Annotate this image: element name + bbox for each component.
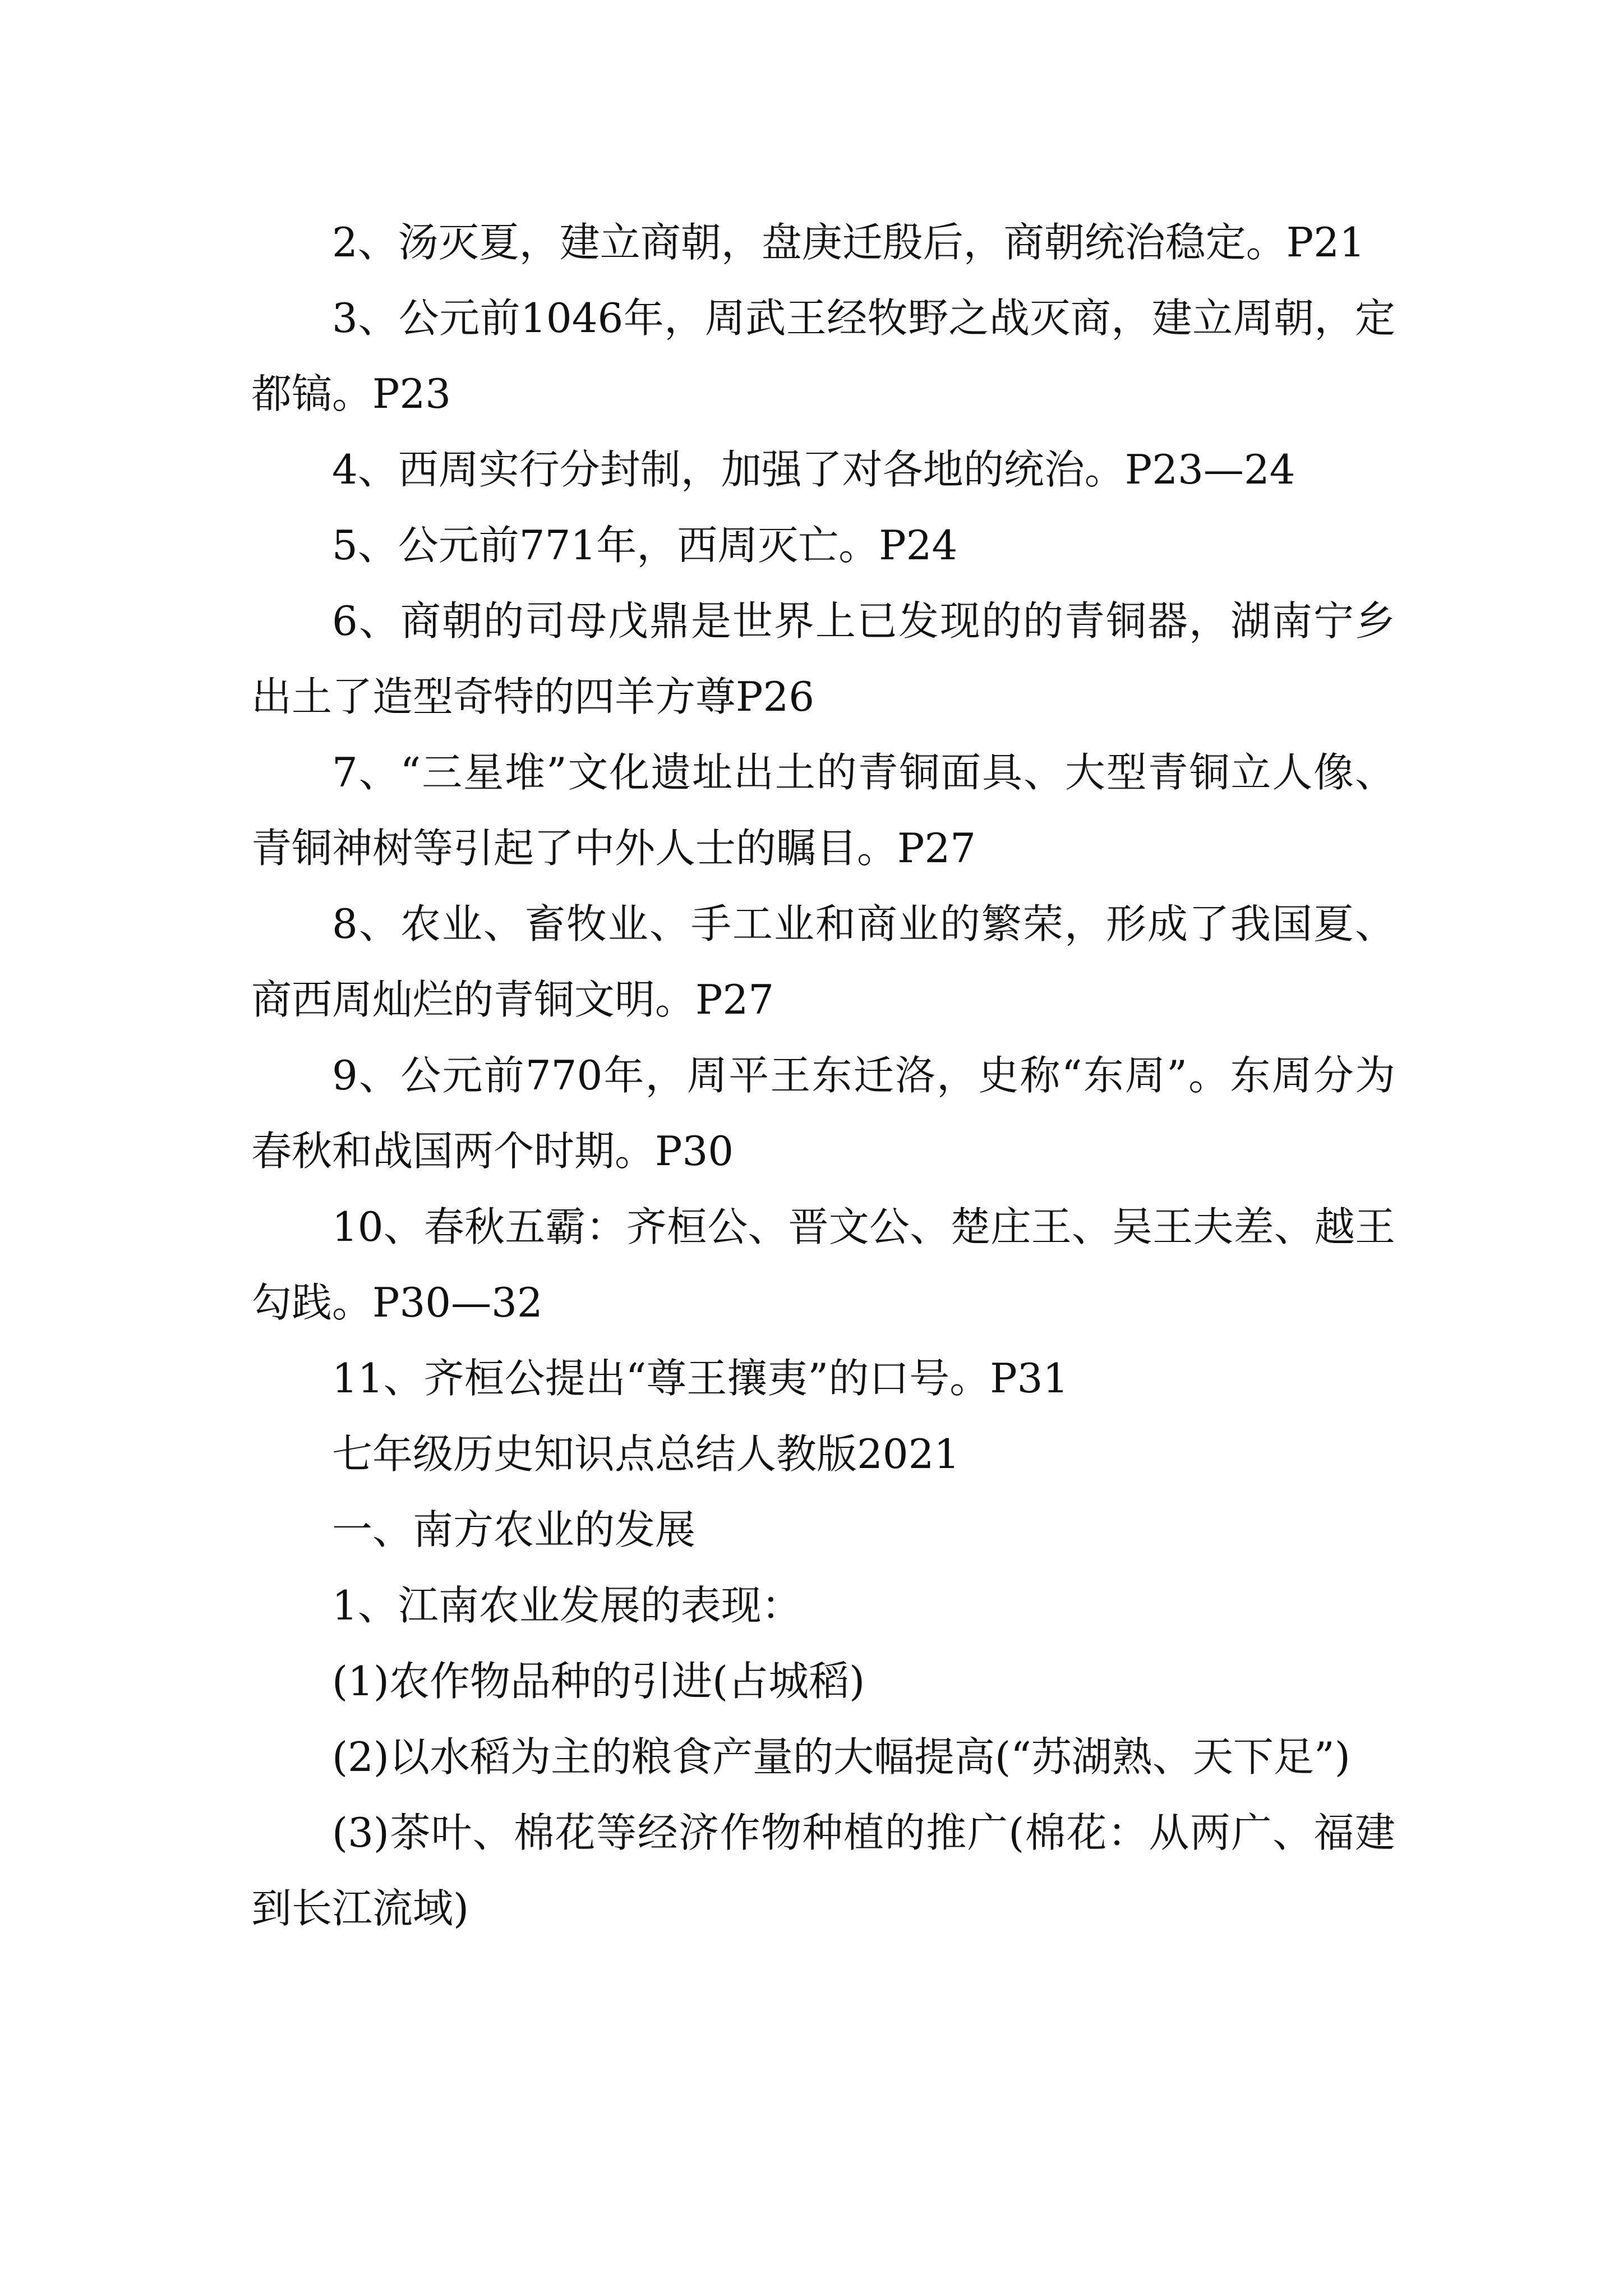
list-item-crop-varieties: (1)农作物品种的引进(占城稻)	[332, 1658, 865, 1705]
paragraph-fengjian-system: 4、西周实行分封制，加强了对各地的统治。P23—24	[332, 446, 1295, 493]
paragraph-bronze-civilization: 8、农业、畜牧业、手工业和商业的繁荣，形成了我国夏、商西周灿烂的青铜文明。P27	[251, 900, 1395, 1023]
list-item-grain-output: (2)以水稻为主的粮食产量的大幅提高(“苏湖熟、天下足”)	[332, 1733, 1350, 1780]
paragraph-zhou-dynasty: 3、公元前1046年，周武王经牧野之战灭商，建立周朝，定都镐。P23	[251, 295, 1395, 417]
paragraph-shang-dynasty: 2、汤灭夏，建立商朝，盘庚迁殷后，商朝统治稳定。P21	[332, 219, 1365, 266]
paragraph-five-hegemons: 10、春秋五霸：齐桓公、晋文公、楚庄王、吴王夫差、越王勾践。P30—32	[251, 1203, 1395, 1326]
paragraph-sanxingdui: 7、“三星堆”文化遗址出土的青铜面具、大型青铜立人像、青铜神树等引起了中外人士的瞩目。P27	[251, 749, 1395, 872]
paragraph-eastern-zhou: 9、公元前770年，周平王东迁洛，史称“东周”。东周分为春秋和战国两个时期。P30	[251, 1052, 1395, 1175]
paragraph-duke-huan: 11、齐桓公提出“尊王攘夷”的口号。P31	[332, 1355, 1069, 1402]
section-heading-south-agriculture: 一、南方农业的发展	[332, 1506, 696, 1553]
paragraph-western-zhou-fall: 5、公元前771年，西周灭亡。P24	[332, 522, 958, 569]
list-item-cash-crops: (3)茶叶、棉花等经济作物种植的推广(棉花：从两广、福建到长江流域)	[251, 1809, 1395, 1932]
paragraph-bronze-vessels: 6、商朝的司母戊鼎是世界上已发现的的青铜器，湖南宁乡出土了造型奇特的四羊方尊P26	[251, 597, 1395, 720]
document-body	[251, 205, 1395, 1947]
subheading-jiangnan-agriculture: 1、江南农业发展的表现：	[332, 1582, 802, 1629]
section-title: 七年级历史知识点总结人教版2021	[332, 1430, 960, 1478]
